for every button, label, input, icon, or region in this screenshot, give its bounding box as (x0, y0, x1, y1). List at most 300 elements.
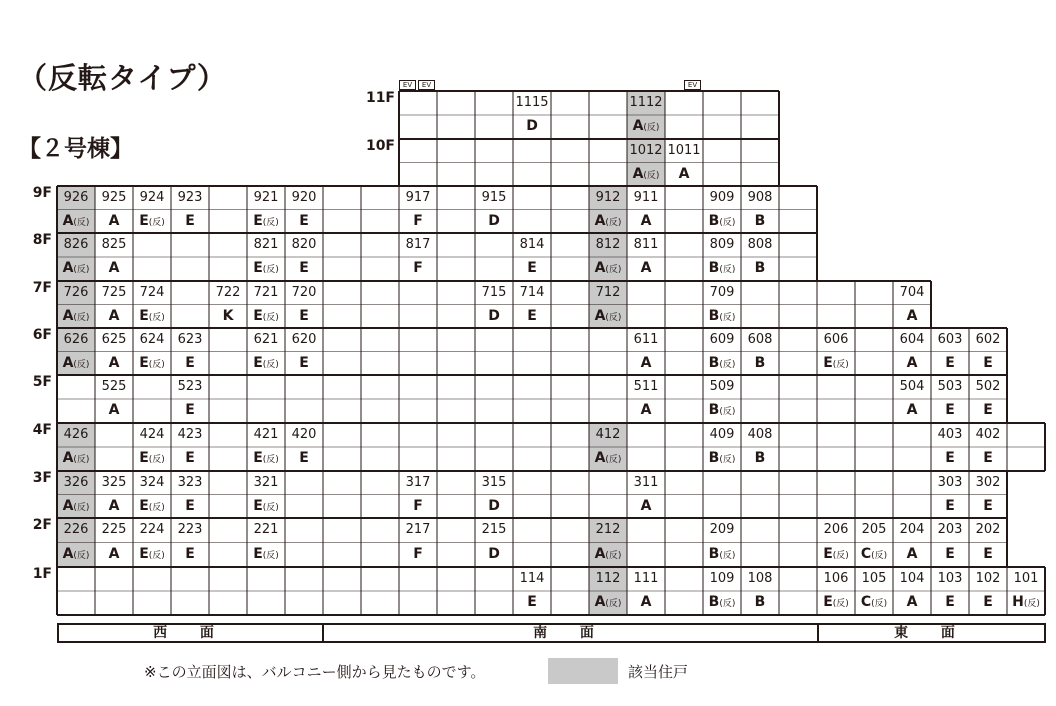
unit-type: E(反) (139, 307, 165, 324)
floor-label-2F: 2F (32, 517, 52, 533)
unit-number: 525 (101, 379, 127, 394)
unit-number: 724 (139, 285, 165, 300)
reverse-mark: (反) (73, 502, 90, 513)
reverse-mark: (反) (719, 359, 736, 370)
unit-number: 101 (1013, 571, 1039, 586)
unit-cell-608 (741, 328, 779, 375)
unit-number: 421 (253, 427, 279, 442)
reverse-mark: (反) (719, 265, 736, 275)
unit-number: 502 (975, 379, 1001, 394)
face-east: 東 面 (817, 623, 1046, 643)
unit-type: A (678, 165, 690, 182)
unit-cell-402 (969, 423, 1007, 471)
unit-number: 204 (899, 522, 925, 537)
unit-cell-202 (969, 518, 1007, 567)
unit-cell-403 (931, 423, 969, 471)
unit-cell-321 (247, 471, 285, 518)
unit-number: 923 (177, 190, 203, 205)
unit-number: 814 (519, 237, 545, 252)
reverse-mark: (反) (73, 359, 90, 370)
unit-number: 603 (937, 332, 963, 347)
unit-cell-1012 (627, 139, 665, 186)
reverse-mark: (反) (643, 170, 660, 181)
unit-cell-811 (627, 233, 665, 281)
reverse-mark: (反) (871, 550, 888, 561)
unit-number: 720 (291, 285, 317, 300)
unit-type: E (527, 260, 537, 276)
unit-cell-315 (475, 471, 513, 518)
unit-cell-602 (969, 328, 1007, 375)
unit-type: E(反) (139, 354, 165, 371)
unit-type: E (299, 354, 309, 371)
unit-cell-108 (741, 567, 779, 615)
unit-type: B (754, 260, 766, 276)
unit-cell-323 (171, 471, 209, 518)
unit-type: E(反) (139, 212, 165, 229)
unit-number: 1012 (629, 143, 663, 158)
unit-number: 317 (405, 475, 431, 490)
unit-type: D (488, 545, 500, 562)
reverse-mark: (反) (1023, 599, 1040, 609)
unit-cell-423 (171, 423, 209, 471)
unit-type: E (983, 402, 993, 418)
unit-type: B (754, 354, 766, 371)
unit-type: A (640, 402, 652, 418)
unit-type: E(反) (253, 260, 279, 276)
unit-cell-112 (589, 567, 627, 615)
unit-cell-625 (95, 328, 133, 375)
unit-cell-908 (741, 186, 779, 233)
unit-type: A(反) (594, 450, 622, 466)
unit-number: 911 (633, 190, 659, 205)
floor-label-8F: 8F (32, 232, 52, 248)
unit-number: 920 (291, 190, 317, 205)
ev-marker: EV (418, 80, 435, 90)
unit-type: E (983, 594, 993, 610)
unit-cell-209 (703, 518, 741, 567)
unit-cell-408 (741, 423, 779, 471)
unit-number: 205 (861, 522, 887, 537)
unit-number: 315 (481, 475, 507, 490)
reverse-mark: (反) (148, 550, 165, 561)
reverse-mark: (反) (719, 407, 736, 417)
unit-type: E (185, 212, 195, 229)
unit-number: 704 (899, 285, 925, 300)
unit-number: 604 (899, 332, 925, 347)
unit-number: 924 (139, 190, 165, 205)
unit-number: 925 (101, 190, 127, 205)
unit-type: A(反) (632, 165, 660, 182)
unit-cell-203 (931, 518, 969, 567)
unit-number: 321 (253, 475, 279, 490)
unit-type: E (299, 260, 309, 276)
reverse-mark: (反) (832, 599, 849, 609)
unit-cell-808 (741, 233, 779, 281)
unit-cell-924 (133, 186, 171, 233)
legend-swatch (548, 658, 618, 684)
unit-cell-912 (589, 186, 627, 233)
unit-type: A(反) (594, 545, 622, 562)
unit-type: A (640, 497, 652, 514)
unit-number: 817 (405, 237, 431, 252)
unit-cell-826 (57, 233, 95, 281)
unit-number: 809 (709, 237, 735, 252)
unit-type: A (108, 260, 120, 276)
reverse-mark: (反) (643, 123, 660, 133)
unit-cell-215 (475, 518, 513, 567)
unit-cell-606 (817, 328, 855, 375)
unit-cell-812 (589, 233, 627, 281)
unit-number: 311 (633, 475, 659, 490)
unit-cell-509 (703, 375, 741, 423)
unit-type: B(反) (708, 402, 736, 418)
unit-cell-224 (133, 518, 171, 567)
unit-type: A(反) (62, 260, 90, 276)
unit-number: 325 (101, 475, 127, 490)
unit-type: A(反) (62, 497, 90, 514)
unit-cell-324 (133, 471, 171, 518)
unit-type: E (185, 497, 195, 514)
unit-cell-715 (475, 281, 513, 328)
unit-number: 821 (253, 237, 279, 252)
unit-number: 714 (519, 285, 545, 300)
unit-number: 424 (139, 427, 165, 442)
unit-type: A(反) (62, 450, 90, 466)
legend-label: 該当住戸 (628, 663, 689, 681)
unit-type: A (640, 212, 652, 229)
unit-cell-621 (247, 328, 285, 375)
unit-type: E (945, 497, 955, 514)
unit-cell-420 (285, 423, 323, 471)
unit-cell-920 (285, 186, 323, 233)
reverse-mark: (反) (73, 550, 90, 561)
unit-type: A(反) (594, 212, 622, 229)
unit-cell-712 (589, 281, 627, 328)
unit-cell-926 (57, 186, 95, 233)
unit-cell-624 (133, 328, 171, 375)
unit-type: E (945, 354, 955, 371)
unit-number: 620 (291, 332, 317, 347)
floor-label-6F: 6F (32, 327, 52, 343)
unit-number: 504 (899, 379, 925, 394)
unit-number: 908 (747, 190, 773, 205)
unit-number: 825 (101, 237, 127, 252)
unit-number: 721 (253, 285, 279, 300)
unit-number: 808 (747, 237, 773, 252)
building-label: 【２号棟】 (18, 136, 133, 162)
unit-number: 625 (101, 332, 127, 347)
unit-number: 812 (595, 237, 621, 252)
unit-number: 715 (481, 285, 507, 300)
unit-type: E (945, 450, 955, 466)
unit-type: F (413, 260, 423, 276)
unit-cell-523 (171, 375, 209, 423)
unit-type: E (185, 450, 195, 466)
unit-cell-114 (513, 567, 551, 615)
unit-type: A (906, 545, 918, 562)
unit-type: A (906, 307, 918, 324)
unit-type: K (222, 307, 234, 324)
unit-type: E (185, 545, 195, 562)
unit-type: B(反) (708, 307, 736, 324)
unit-number: 324 (139, 475, 165, 490)
unit-cell-525 (95, 375, 133, 423)
reverse-mark: (反) (262, 550, 279, 561)
unit-type: A(反) (594, 260, 622, 276)
unit-cell-809 (703, 233, 741, 281)
unit-type: E(反) (823, 354, 849, 371)
floor-label-4F: 4F (32, 422, 52, 438)
face-south: 南 面 (322, 623, 819, 643)
unit-number: 226 (63, 522, 89, 537)
unit-type: E (945, 402, 955, 418)
unit-type: A(反) (632, 118, 660, 134)
unit-cell-915 (475, 186, 513, 233)
unit-number: 105 (861, 571, 887, 586)
unit-number: 712 (595, 285, 621, 300)
unit-type: E (185, 402, 195, 418)
unit-number: 206 (823, 522, 849, 537)
unit-number: 1011 (667, 143, 701, 158)
unit-cell-106 (817, 567, 855, 615)
unit-cell-504 (893, 375, 931, 423)
unit-cell-1011 (665, 139, 703, 186)
unit-cell-821 (247, 233, 285, 281)
unit-type: B(反) (708, 260, 736, 276)
unit-number: 917 (405, 190, 431, 205)
unit-cell-1112 (627, 91, 665, 139)
unit-cell-714 (513, 281, 551, 328)
unit-cell-1115 (513, 91, 551, 139)
unit-cell-917 (399, 186, 437, 233)
unit-type: F (413, 212, 423, 229)
unit-cell-611 (627, 328, 665, 375)
unit-number: 725 (101, 285, 127, 300)
reverse-mark: (反) (148, 217, 165, 228)
reverse-mark: (反) (262, 217, 279, 228)
unit-number: 926 (63, 190, 89, 205)
unit-type: A (640, 594, 652, 610)
unit-number: 412 (595, 427, 621, 442)
note-text: ※この立面図は、バルコニー側から見たものです。 (144, 663, 486, 681)
reverse-mark: (反) (73, 217, 90, 228)
unit-cell-217 (399, 518, 437, 567)
unit-type: B (754, 594, 766, 610)
unit-number: 1115 (515, 95, 549, 110)
unit-cell-325 (95, 471, 133, 518)
unit-number: 820 (291, 237, 317, 252)
unit-cell-109 (703, 567, 741, 615)
floor-label-3F: 3F (32, 470, 52, 486)
floor-label-10F: 10F (365, 138, 395, 154)
unit-cell-101 (1007, 567, 1045, 615)
unit-cell-104 (893, 567, 931, 615)
reverse-mark: (反) (719, 455, 736, 465)
unit-type: A(反) (62, 545, 90, 562)
unit-number: 215 (481, 522, 507, 537)
unit-cell-623 (171, 328, 209, 375)
unit-type: B(反) (708, 545, 736, 562)
unit-type: D (526, 118, 538, 134)
reverse-mark: (反) (605, 550, 622, 561)
face-west: 西 面 (57, 623, 324, 643)
unit-type: E (983, 497, 993, 514)
unit-type: C(反) (860, 545, 888, 562)
unit-type: B (754, 450, 766, 466)
unit-number: 114 (519, 571, 545, 586)
unit-number: 608 (747, 332, 773, 347)
unit-type: A (108, 212, 120, 229)
unit-number: 102 (975, 571, 1001, 586)
reverse-mark: (反) (148, 359, 165, 370)
unit-cell-820 (285, 233, 323, 281)
unit-cell-726 (57, 281, 95, 328)
reverse-mark: (反) (262, 359, 279, 370)
unit-type: E (983, 354, 993, 371)
unit-cell-609 (703, 328, 741, 375)
unit-type: A (108, 497, 120, 514)
unit-number: 104 (899, 571, 925, 586)
unit-type: E(反) (139, 545, 165, 562)
unit-type: E(反) (253, 307, 279, 324)
floor-label-7F: 7F (32, 280, 52, 296)
unit-cell-725 (95, 281, 133, 328)
unit-number: 423 (177, 427, 203, 442)
unit-type: E(反) (253, 497, 279, 514)
unit-number: 611 (633, 332, 659, 347)
unit-cell-921 (247, 186, 285, 233)
reverse-mark: (反) (719, 312, 736, 323)
unit-type: E(反) (139, 497, 165, 514)
unit-type: E(反) (253, 212, 279, 229)
unit-cell-911 (627, 186, 665, 233)
unit-cell-603 (931, 328, 969, 375)
unit-number: 811 (633, 237, 659, 252)
unit-cell-720 (285, 281, 323, 328)
unit-cell-102 (969, 567, 1007, 615)
unit-type: H(反) (1012, 594, 1040, 610)
unit-cell-424 (133, 423, 171, 471)
unit-number: 108 (747, 571, 773, 586)
unit-cell-205 (855, 518, 893, 567)
unit-number: 709 (709, 285, 735, 300)
reverse-mark: (反) (148, 312, 165, 323)
unit-number: 621 (253, 332, 279, 347)
unit-number: 623 (177, 332, 203, 347)
reverse-mark: (反) (605, 217, 622, 228)
unit-number: 103 (937, 571, 963, 586)
unit-type: E(反) (139, 450, 165, 466)
unit-type: A(反) (594, 594, 622, 610)
reverse-mark: (反) (605, 312, 622, 323)
unit-number: 624 (139, 332, 165, 347)
unit-type: A (640, 354, 652, 371)
unit-cell-604 (893, 328, 931, 375)
unit-number: 221 (253, 522, 279, 537)
unit-number: 511 (633, 379, 659, 394)
unit-type: A (906, 354, 918, 371)
unit-cell-105 (855, 567, 893, 615)
unit-cell-709 (703, 281, 741, 328)
unit-cell-221 (247, 518, 285, 567)
unit-cell-909 (703, 186, 741, 233)
unit-type: B(反) (708, 594, 736, 610)
reverse-mark: (反) (719, 550, 736, 561)
unit-type: A (108, 354, 120, 371)
unit-type: E (983, 450, 993, 466)
page-title: （反転タイプ） (18, 61, 227, 95)
unit-type: D (488, 497, 500, 514)
unit-number: 223 (177, 522, 203, 537)
reverse-mark: (反) (73, 312, 90, 323)
unit-number: 915 (481, 190, 507, 205)
unit-cell-724 (133, 281, 171, 328)
unit-type: A(反) (62, 354, 90, 371)
unit-number: 112 (595, 571, 621, 586)
unit-type: A(反) (62, 307, 90, 324)
unit-type: A (640, 260, 652, 276)
unit-type: F (413, 497, 423, 514)
unit-number: 302 (975, 475, 1001, 490)
unit-type: D (488, 307, 500, 324)
unit-type: E (527, 307, 537, 324)
unit-number: 209 (709, 522, 735, 537)
unit-type: E (299, 307, 309, 324)
floor-label-11F: 11F (365, 90, 395, 106)
unit-type: D (488, 212, 500, 229)
unit-cell-302 (969, 471, 1007, 518)
unit-number: 224 (139, 522, 165, 537)
unit-type: A (906, 402, 918, 418)
reverse-mark: (反) (148, 502, 165, 513)
reverse-mark: (反) (871, 599, 888, 609)
floor-label-5F: 5F (32, 374, 52, 390)
unit-type: E (185, 354, 195, 371)
unit-type: E (945, 594, 955, 610)
unit-cell-326 (57, 471, 95, 518)
unit-type: A (108, 307, 120, 324)
unit-number: 225 (101, 522, 127, 537)
unit-type: E(反) (823, 545, 849, 562)
unit-number: 217 (405, 522, 431, 537)
unit-cell-620 (285, 328, 323, 375)
unit-cell-626 (57, 328, 95, 375)
reverse-mark: (反) (262, 502, 279, 513)
unit-number: 326 (63, 475, 89, 490)
unit-cell-511 (627, 375, 665, 423)
unit-number: 826 (63, 237, 89, 252)
unit-type: E (299, 450, 309, 466)
unit-cell-704 (893, 281, 931, 328)
unit-number: 106 (823, 571, 849, 586)
unit-type: B (754, 212, 766, 229)
unit-type: A (108, 402, 120, 418)
reverse-mark: (反) (73, 265, 90, 275)
unit-number: 420 (291, 427, 317, 442)
unit-cell-303 (931, 471, 969, 518)
unit-type: B(反) (708, 212, 736, 229)
unit-cell-223 (171, 518, 209, 567)
unit-cell-317 (399, 471, 437, 518)
unit-type: E(反) (253, 354, 279, 371)
reverse-mark: (反) (262, 455, 279, 465)
floor-label-1F: 1F (32, 566, 52, 582)
unit-number: 921 (253, 190, 279, 205)
reverse-mark: (反) (73, 455, 90, 465)
unit-type: A (906, 594, 918, 610)
floor-label-9F: 9F (32, 185, 52, 201)
unit-cell-409 (703, 423, 741, 471)
